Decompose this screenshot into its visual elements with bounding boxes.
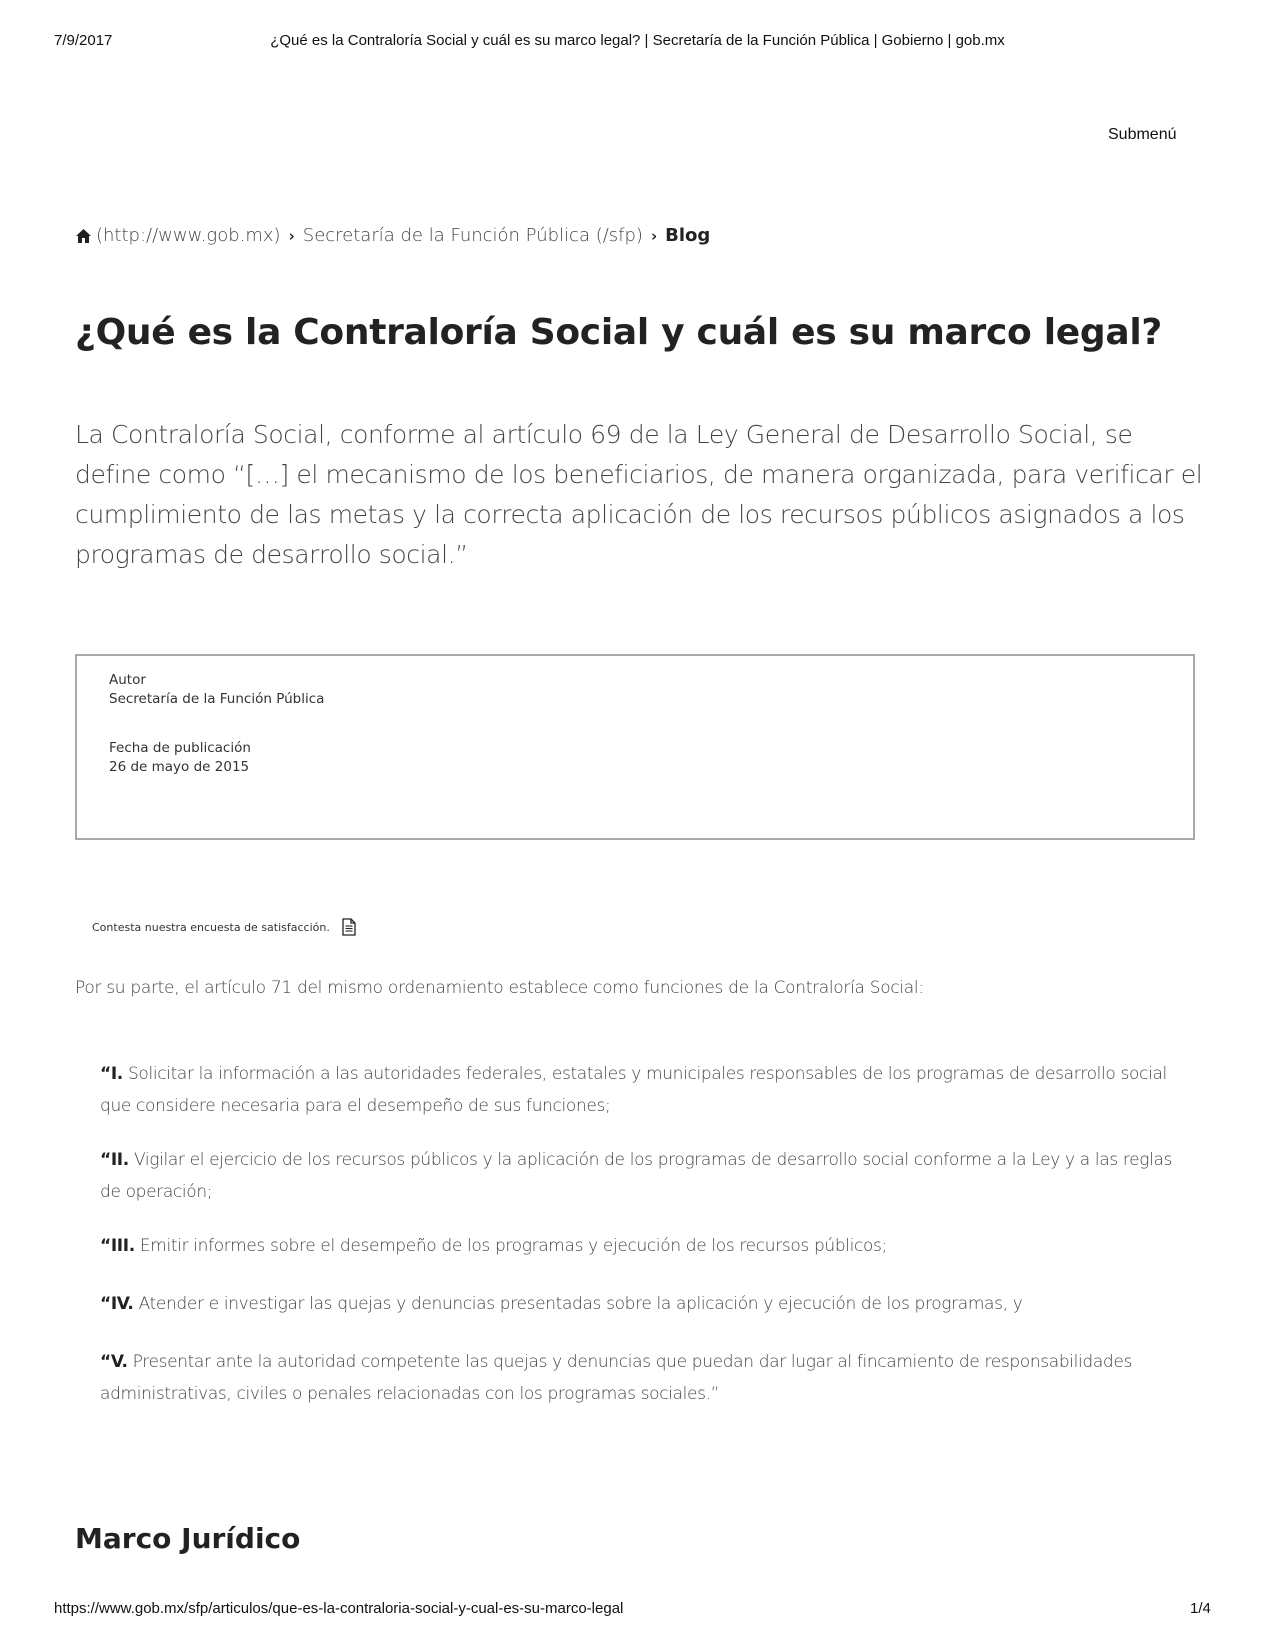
- print-footer: [0, 1600, 1275, 1620]
- survey-link[interactable]: [92, 918, 356, 936]
- author-value: Secretaría de la Función Pública: [109, 691, 325, 707]
- list-item: “II. Vigilar el ejercicio de los recursos públicos y la aplicación de los programas de desarrollo social conforme a la Ley y a las reglas de operación;: [100, 1150, 1173, 1202]
- author-label: Autor: [109, 672, 146, 688]
- lead-paragraph: La Contraloría Social, conforme al artículo 69 de la Ley General de Desarrollo Social, se define como “[…] el mecanismo de los beneficiarios, de manera organizada, para verificar el cumplimiento de las metas y la correcta aplicación de los recursos públicos asignados a los programas de desarrollo social.”: [75, 420, 1203, 569]
- breadcrumb-home-link[interactable]: (http://www.gob.mx): [96, 225, 281, 246]
- page-number: 1/4: [1190, 1600, 1211, 1617]
- home-icon[interactable]: [75, 228, 92, 244]
- print-date: 7/9/2017: [54, 32, 113, 49]
- list-item: “V. Presentar ante la autoridad competente las quejas y denuncias que puedan dar lugar al fincamiento de responsabilidades administrativas, civiles o penales relacionadas con los programas sociales.”: [100, 1352, 1132, 1404]
- list-item: “IV. Atender e investigar las quejas y denuncias presentadas sobre la aplicación y ejecución de los programas, y: [100, 1294, 1023, 1314]
- list-item: “III. Emitir informes sobre el desempeño de los programas y ejecución de los recursos públicos;: [100, 1236, 887, 1256]
- survey-text[interactable]: Contesta nuestra encuesta de satisfacción.: [92, 920, 330, 934]
- article-meta-box: [75, 654, 1195, 840]
- breadcrumb-current: Blog: [665, 225, 711, 246]
- print-header: [0, 32, 1275, 52]
- chevron-right-icon: ›: [288, 226, 295, 245]
- date-value: 26 de mayo de 2015: [109, 759, 250, 775]
- list-item: “I. Solicitar la información a las autoridades federales, estatales y municipales responsables de los programas de desarrollo social que considere necesaria para el desempeño de sus funciones;: [100, 1064, 1167, 1116]
- print-title: ¿Qué es la Contraloría Social y cuál es su marco legal? | Secretaría de la Función Pública | Gobierno | gob.mx: [270, 32, 1005, 49]
- page-title: ¿Qué es la Contraloría Social y cuál es su marco legal?: [75, 312, 1162, 353]
- print-url: https://www.gob.mx/sfp/articulos/que-es-la-contraloria-social-y-cual-es-su-marco-legal: [54, 1600, 624, 1617]
- date-label: Fecha de publicación: [109, 740, 251, 756]
- breadcrumb: [75, 225, 710, 246]
- submenu-button[interactable]: Submenú: [1108, 126, 1177, 143]
- breadcrumb-item-sfp[interactable]: Secretaría de la Función Pública (/sfp): [302, 225, 643, 246]
- chevron-right-icon: ›: [650, 226, 658, 245]
- document-icon[interactable]: [342, 918, 356, 936]
- intro-paragraph: Por su parte, el artículo 71 del mismo ordenamiento establece como funciones de la Contraloría Social:: [75, 978, 924, 998]
- section-title: Marco Jurídico: [75, 1522, 301, 1555]
